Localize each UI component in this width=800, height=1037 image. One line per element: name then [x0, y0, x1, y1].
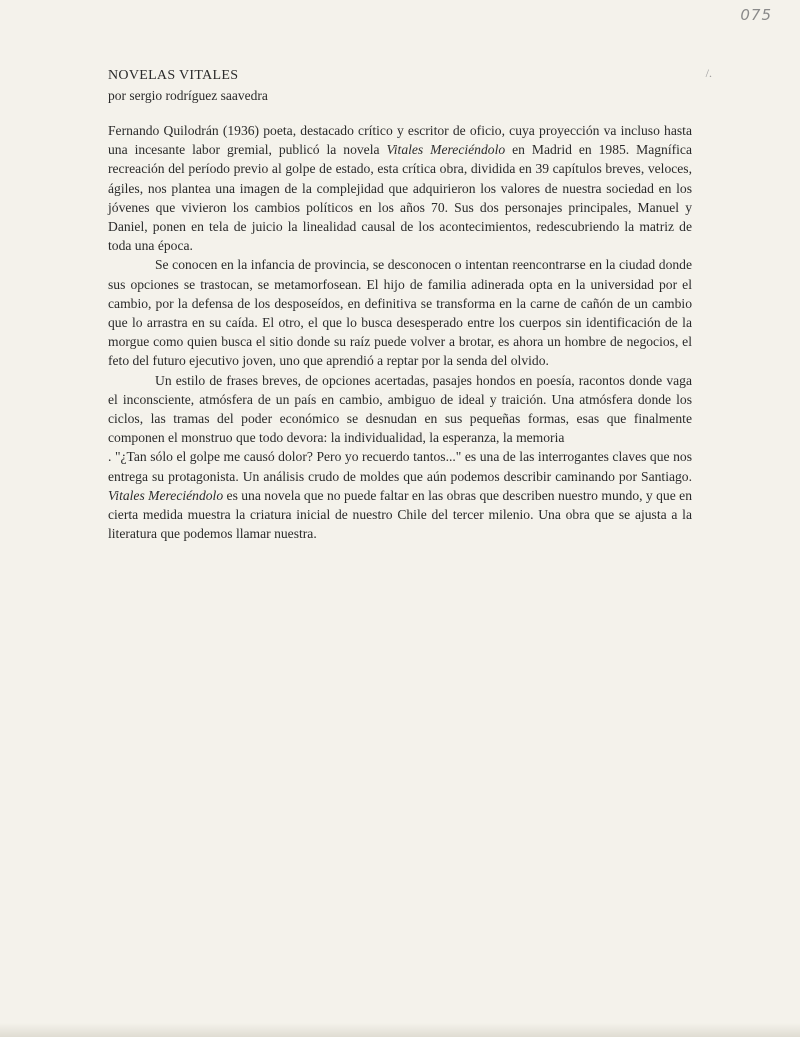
paragraph-3-text: Un estilo de frases breves, de opciones acertadas, pasajes hondos en poesía, racontos donde vaga el inconsciente, atmósfera de un país en cambio, ambiguo de ideal y traición. Una atmósfera donde los ciclos, las tramas del poder económico se desnudan en sus pequeñas formas, esas que finalmente componen el monstruo que todo devora: la individualidad, la esperanza, la memoria — [108, 372, 692, 446]
paragraph-4-text-2: es una novela que no puede faltar en las obras que describen nuestro mundo, y que en cierta medida muestra la criatura inicial de nuestro Chile del tercer milenio. Una obra que se ajusta a la literatura que podemos llamar nuestra. — [108, 487, 692, 542]
paragraph-1-text-2: en Madrid en 1985. Magnífica recreación del período previo al golpe de estado, esta crítica obra, dividida en 39 capítulos breves, veloces, ágiles, nos plantea una imagen de la complejidad que adquirieron los valores de nuestra sociedad en los jóvenes que vivieron los cambios políticos en los años 70. Sus dos personajes principales, Manuel y Daniel, ponen en tela de juicio la linealidad causal de los acontecimientos, redescubriendo la matriz de toda una época. — [108, 142, 692, 254]
paragraph-3 — [108, 371, 692, 448]
paragraph-1-text-1: Fernando Quilodrán (1936) poeta, destacado crítico y escritor de oficio, cuya proyección va incluso hasta una incesante labor gremial, publicó la novela — [108, 123, 692, 158]
paragraph-2 — [108, 255, 692, 370]
book-title-italic: Vitales Mereciéndolo — [386, 142, 506, 158]
paragraph-4-text-1: . "¿Tan sólo el golpe me causó dolor? Pero yo recuerdo tantos..." es una de las interrogantes claves que nos entrega su protagonista. Un análisis crudo de moldes que aún podemos describir caminando por Santiago. — [108, 449, 692, 484]
page-number: 075 — [740, 6, 772, 24]
margin-mark: /. — [705, 66, 712, 80]
document-byline: por sergio rodríguez saavedra — [108, 88, 268, 103]
document-body — [108, 121, 692, 543]
document-title: NOVELAS VITALES — [108, 68, 239, 83]
paragraph-2-text: Se conocen en la infancia de provincia, se desconocen o intentan reencontrarse en la ciudad donde sus opciones se trastocan, se metamorfosean. El hijo de familia adinerada opta en la universidad por el cambio, por la defensa de los desposeídos, en definitiva se transforma en la carne de cañón de un cambio que lo arrastra en su caída. El otro, el que lo busca desesperado entre los cuerpos sin identificación de la morgue como quien busca el sitio donde su raíz puede volver a brotar, es ahora un hombre de negocios, el feto del futuro ejecutivo joven, uno que aprendió a reptar por la senda del olvido. — [108, 257, 692, 369]
paragraph-4 — [108, 447, 692, 543]
paragraph-1 — [108, 121, 692, 255]
book-title-italic-2: Vitales Mereciéndolo — [108, 487, 224, 503]
